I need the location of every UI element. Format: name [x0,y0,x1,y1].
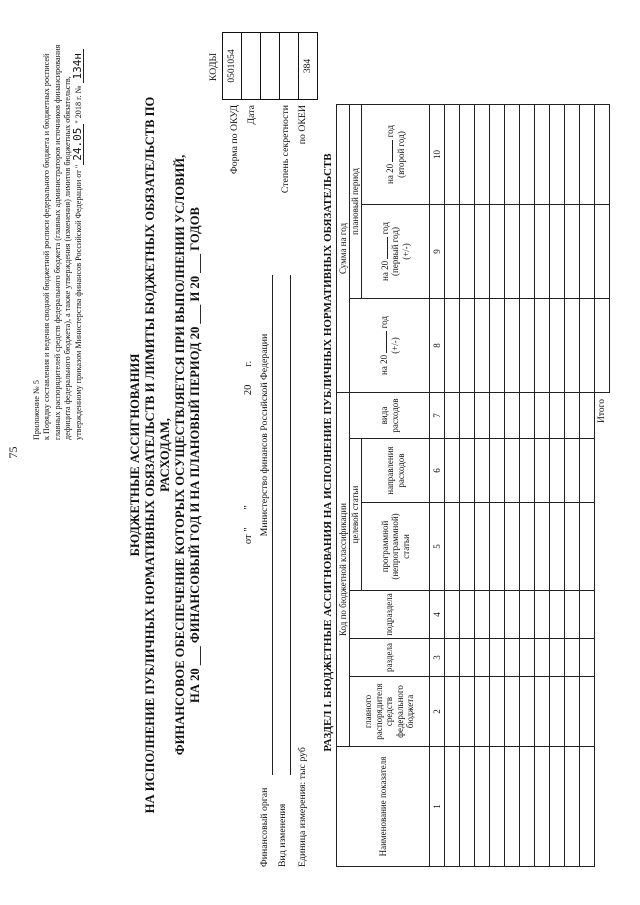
table-row [535,105,550,867]
table-row [580,105,595,867]
code-blank [261,33,280,99]
codes-title: КОДЫ [208,52,219,82]
title-line-3: ФИНАНСОВОЕ ОБЕСПЕЧЕНИЕ КОТОРЫХ ОСУЩЕСТВЛЯЕТСЯ ПРИ ВЫПОЛНЕНИИ УСЛОВИЙ, [173,154,187,756]
date-label: Дата [246,105,257,125]
second-label: (второй год) [395,131,406,178]
header-code: Код по бюджетной классификации [337,393,350,747]
code-okud: 0501054 [223,33,242,99]
code-okei: 384 [303,58,313,74]
document-title [128,95,203,815]
first-god: год [379,222,390,235]
date-quote: " [243,505,254,510]
appendix-order-number: 134н [73,49,84,84]
col-num-8: 8 [430,299,445,393]
header-second-year [362,105,430,205]
title-line-1: БЮДЖЕТНЫЕ АССИГНОВАНИЯ [128,353,142,557]
header-name: Наименование показателя [337,747,430,867]
appendix-block [32,35,84,440]
col-num-9: 9 [430,205,445,299]
date-year-suffix: г. [243,360,254,367]
obligations-table [336,104,610,867]
table-row [520,105,535,867]
fin-organ-line [272,275,273,775]
date-year-prefix: 20 [243,384,254,396]
second-na20: на 20 [385,163,395,184]
header-podrazdel: подраздела [350,591,430,639]
change-type-line [290,275,291,775]
col-num-2: 2 [430,677,445,747]
appendix-year: 2018 г. № [74,85,84,119]
code-secrecy [280,33,299,99]
col-num-10: 10 [430,105,445,205]
total-row [595,105,610,867]
title-line-2: НА ИСПОЛНЕНИЕ ПУБЛИЧНЫХ НОРМАТИВНЫХ ОБЯЗАТЕЛЬСТВ И ЛИМИТЫ БЮДЖЕТНЫХ ОБЯЗАТЕЛЬСТВ ПО РАСХОДАМ, [143,96,172,814]
header-planned: плановый период [350,105,362,299]
cur-god: год [379,316,389,329]
second-god: год [385,125,395,138]
first-pm: (+/-) [400,243,411,260]
first-na20: на 20 [379,260,390,281]
header-first-year [362,205,430,299]
header-program: программной (непрограммной) статьи [362,503,430,591]
title-line-4: НА 20 ___ ФИНАНСОВЫЙ ГОД И НА ПЛАНОВЫЙ ПЕРИОД 20 ___ И 20 ___ ГОДОВ [188,207,202,703]
page-number: 75 [6,446,20,459]
table-row [445,105,460,867]
header-razdel: раздела [350,639,430,677]
code-date [242,33,261,99]
cur-pm: (+/-) [389,337,400,354]
table-row [505,105,520,867]
fin-organ-label: Финансовый орган [259,787,270,867]
header-grbs: главного распорядителя средств федерального бюджета [350,677,430,747]
header-sum: Сумма на год [337,105,350,393]
ministry-name: Министерство финансов Российской Федерации [259,333,270,537]
appendix-heading: Приложение № 5 [32,380,41,440]
header-vid: вида расходов [350,393,430,439]
table-row [550,105,565,867]
col-num-6: 6 [430,439,445,503]
secrecy-label: Степень секретности [280,105,291,194]
section-title: РАЗДЕЛ I. БЮДЖЕТНЫЕ АССИГНОВАНИЯ НА ИСПОЛНЕНИЕ ПУБЛИЧНЫХ НОРМАТИВНЫХ ОБЯЗАТЕЛЬСТВ [322,153,334,752]
col-num-3: 3 [430,639,445,677]
header-target: целевой статьи [350,439,362,591]
okei-label: по ОКЕИ [297,105,308,145]
col-num-4: 4 [430,591,445,639]
col-num-1: 1 [430,747,445,867]
table-row [565,105,580,867]
okud-label: Форма по ОКУД [229,105,240,174]
table-row [490,105,505,867]
header-direction: направления расходов [362,439,430,503]
change-type-label: Вид изменения [277,803,288,867]
header-current-year [350,299,430,393]
cur-na20: на 20 [379,354,389,375]
table-row [475,105,490,867]
col-num-5: 5 [430,503,445,591]
appendix-text: к Порядку составления и ведения сводной бюджетной росписи федерального бюджета и бюджетных росписей главных распорядителей средств федерального бюджета (главных администраторов источников финансирования дефицита федерального бюджета), а также утверждения (изменения) лимитов бюджетных обязательств, утвержденному приказом Министерства финансов Российской Федерации от "24.05" 2018 г. № 134н [42,44,85,440]
date-from: от " [243,527,254,545]
col-num-7: 7 [430,393,445,439]
table-row [460,105,475,867]
total-label: Итого [597,399,607,424]
unit-label: Единица измерения: тыс руб [297,747,308,867]
appendix-date: 24.05 [73,124,84,165]
appendix-body: к Порядку составления и ведения сводной бюджетной росписи федерального бюджета и бюджетных росписей главных распорядителей средств федерального бюджета (главных администраторов источников финансирования дефицита федерального бюджета), а также утверждения (изменения) лимитов бюджетных обязательств, утвержденному приказом Министерства финансов Российской Федерации от [42,44,84,440]
first-label: (первый год) [390,227,401,276]
codes-box [222,32,318,100]
column-numbers-row [430,105,445,867]
